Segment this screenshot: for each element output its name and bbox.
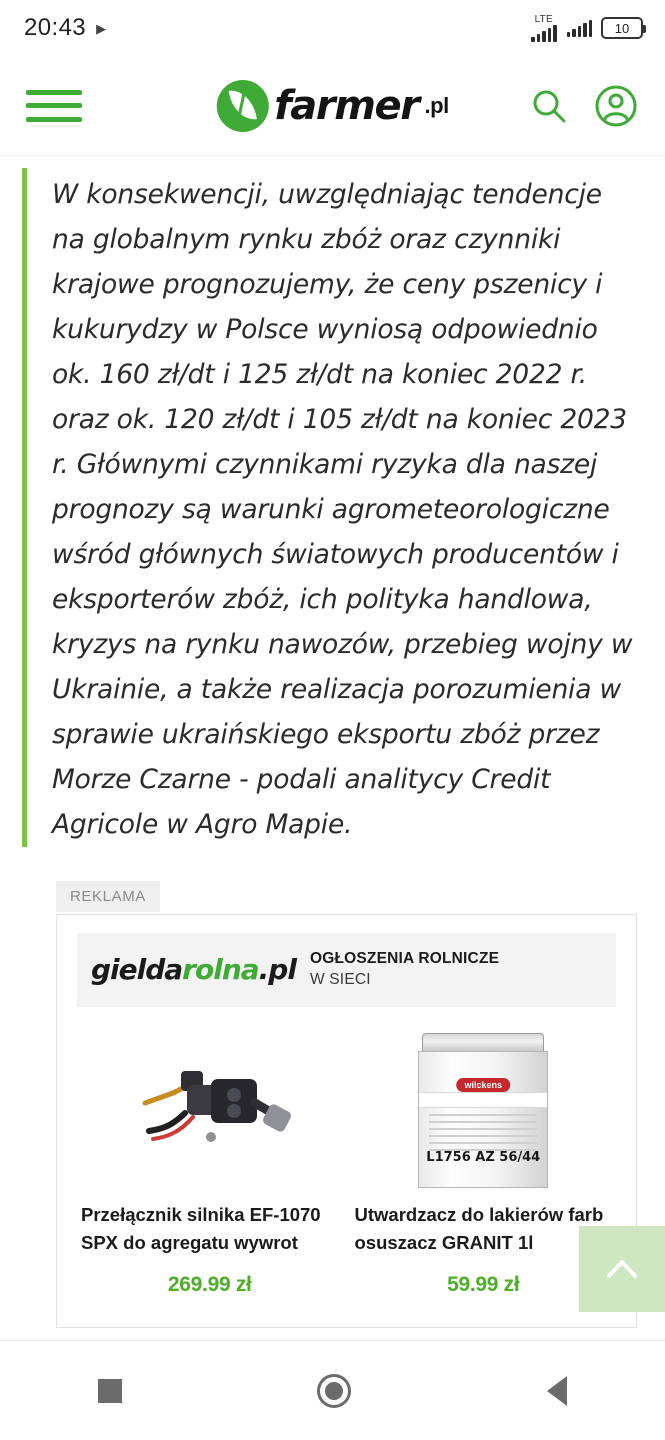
- signal-bars-secondary-icon: [567, 20, 593, 37]
- ad-item-price: 59.99 zł: [447, 1272, 520, 1296]
- app-header: [0, 56, 665, 156]
- logo-tld: .pl: [424, 92, 449, 118]
- lead-paragraph: W konsekwencji, uwzględniając tendencje na globalnym rynku zbóż oraz czynniki krajowe prognozujemy, że ceny pszenicy i kukurydzy w Polsce wyniosą odpowiednio ok. 160 zł/dt i 125 zł/dt na koniec 2022 r. oraz ok. 120 zł/dt i 105 zł/dt na koniec 2023 r. Głównymi czynnikami ryzyka dla naszej prognozy są warunki agrometeorologiczne wśród głównych światowych producentów i eksporterów zbóż, ich polityka handlowa, kryzys na rynku nawozów, przebieg wojny w Ukrainie, a także realizacja porozumienia w sprawie ukraińskiego eksportu zbóż przez Morze Czarne - podali analitycy Credit Agricole w Agro Mapie.: [52, 179, 633, 840]
- status-bar: [0, 0, 665, 56]
- advertisement-zone: [0, 857, 665, 1328]
- status-clock: 20:43: [24, 14, 87, 41]
- gieldarolna-logo: [91, 953, 296, 986]
- ad-headline-line1: OGŁOSZENIA ROLNICZE: [309, 950, 500, 967]
- gieldarolna-logo-part3: .pl: [258, 953, 296, 987]
- ad-header: [77, 933, 616, 1007]
- can-label-strip: [419, 1092, 547, 1108]
- article-scroll-area[interactable]: [0, 156, 665, 1340]
- ad-label: REKLAMA: [56, 881, 160, 912]
- network-indicator: [531, 15, 557, 42]
- search-icon[interactable]: [529, 86, 569, 126]
- ad-item[interactable]: [77, 1021, 343, 1297]
- ad-box[interactable]: [56, 914, 637, 1328]
- arrow-up-icon: [599, 1246, 645, 1292]
- user-account-icon[interactable]: [595, 85, 637, 127]
- header-actions: [529, 85, 637, 127]
- can-code-label: L1756 AZ 56/44: [426, 1150, 541, 1166]
- battery-icon: [601, 17, 643, 39]
- gieldarolna-logo-part2: rolna: [182, 953, 259, 987]
- hamburger-menu-icon[interactable]: [26, 87, 82, 125]
- ad-item-title: Przełącznik silnika EF-1070 SPX do agregatu wywrot: [81, 1203, 321, 1253]
- article-lead: [0, 156, 665, 857]
- can-lid: [422, 1033, 544, 1053]
- back-triangle-icon[interactable]: [547, 1376, 567, 1406]
- paint-can-graphic: [418, 1033, 548, 1188]
- lead-accent-bar: [22, 168, 27, 847]
- site-logo[interactable]: [216, 80, 448, 132]
- ad-items-grid: [77, 1021, 616, 1297]
- logo-name: farmer: [274, 82, 419, 129]
- battery-level: 10: [614, 20, 630, 36]
- can-brand-label: wilckens: [456, 1078, 510, 1092]
- recents-square-icon[interactable]: [98, 1379, 122, 1403]
- ad-item-price: 269.99 zł: [167, 1272, 252, 1296]
- can-body: [418, 1051, 548, 1188]
- status-bar-left: [24, 14, 106, 42]
- ad-headline: [310, 949, 499, 991]
- gieldarolna-logo-part1: gielda: [91, 953, 183, 987]
- home-circle-icon[interactable]: [317, 1374, 351, 1408]
- paint-hardener-can-photo: [351, 1021, 617, 1201]
- signal-bars-icon: [531, 25, 557, 42]
- ad-item[interactable]: [351, 1021, 617, 1297]
- leaf-icon: [216, 80, 268, 132]
- engine-switch-photo: [77, 1021, 343, 1201]
- network-label: LTE: [534, 13, 553, 25]
- status-bar-right: [531, 15, 643, 42]
- android-navigation-bar: [0, 1340, 665, 1440]
- scroll-to-top-button[interactable]: [579, 1226, 665, 1312]
- ad-headline-line2: W SIECI: [309, 970, 371, 988]
- ad-item-title: Utwardzacz do lakierów farb osuszacz GRANIT 1l: [354, 1203, 604, 1253]
- play-icon: ▶: [96, 20, 107, 36]
